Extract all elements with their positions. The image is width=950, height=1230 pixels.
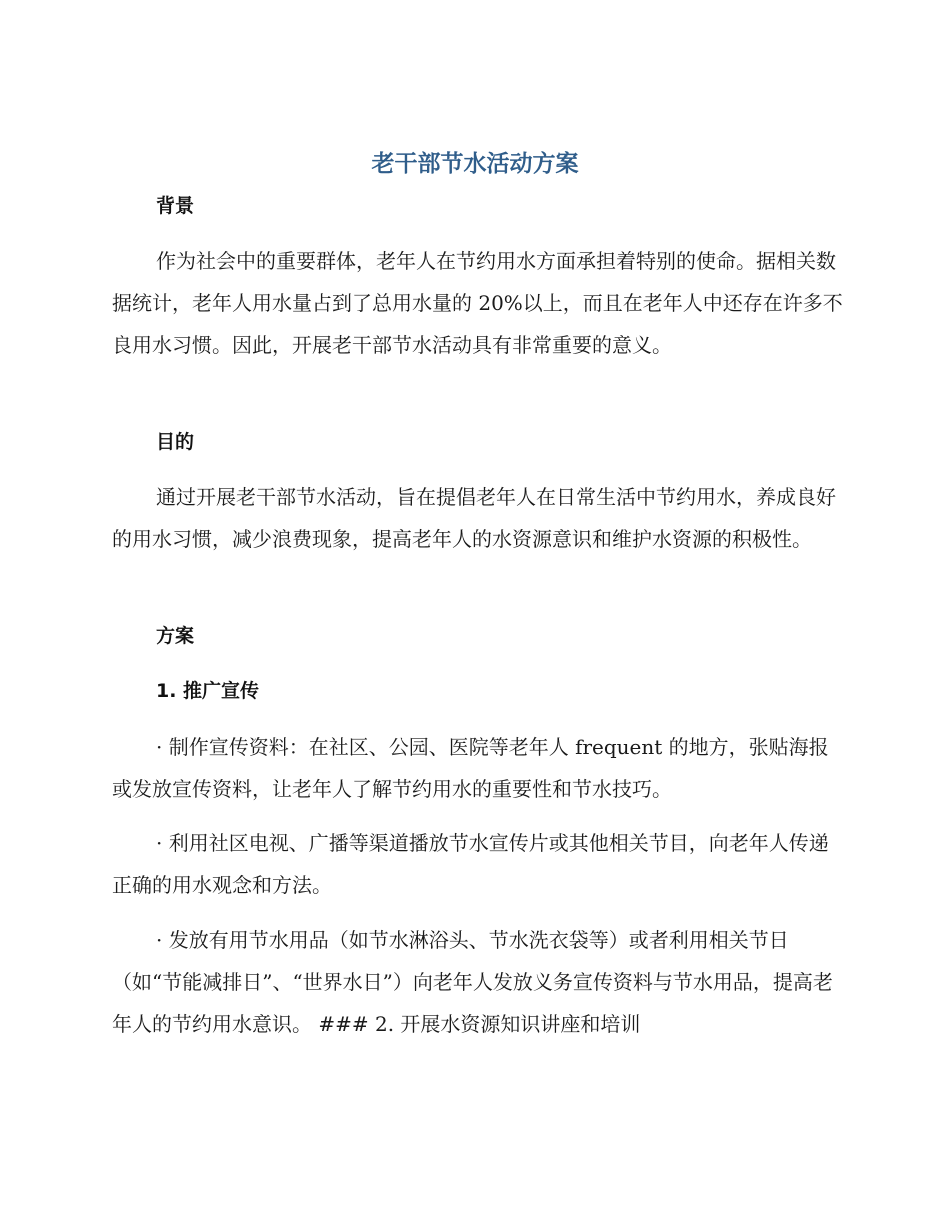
section-heading-purpose: 目的: [156, 431, 195, 453]
bullet-item: · 制作宣传资料：在社区、公园、医院等老年人 frequent 的地方，张贴海报或发放宣传资料，让老年人了解节约用水的重要性和节水技巧。: [112, 735, 829, 801]
purpose-paragraph: 通过开展老干部节水活动，旨在提倡老年人在日常生活中节约用水，养成良好的用水习惯，减少浪费现象，提高老年人的水资源意识和维护水资源的积极性。: [112, 485, 836, 551]
background-paragraph: 作为社会中的重要群体，老年人在节约用水方面承担着特别的使命。据相关数据统计，老年人用水量占到了总用水量的 20%以上，而且在老年人中还存在许多不良用水习惯。因此，开展老干部节水活动具有非常重要的意义。: [112, 249, 843, 357]
bullet-item: · 利用社区电视、广播等渠道播放节水宣传片或其他相关节目，向老年人传递正确的用水观念和方法。: [112, 831, 829, 897]
section-heading-plan: 方案: [156, 625, 195, 647]
bullet-item: · 发放有用节水用品（如节水淋浴头、节水洗衣袋等）或者利用相关节日（如“节能减排日”、“世界水日”）向老年人发放义务宣传资料与节水用品，提高老年人的节约用水意识。 ### 2. 开展水资源知识讲座和培训: [112, 928, 833, 1036]
section-heading-background: 背景: [156, 195, 195, 217]
subsection-heading-promotion: 1. 推广宣传: [156, 680, 260, 702]
document-title: 老干部节水活动方案: [371, 151, 579, 177]
